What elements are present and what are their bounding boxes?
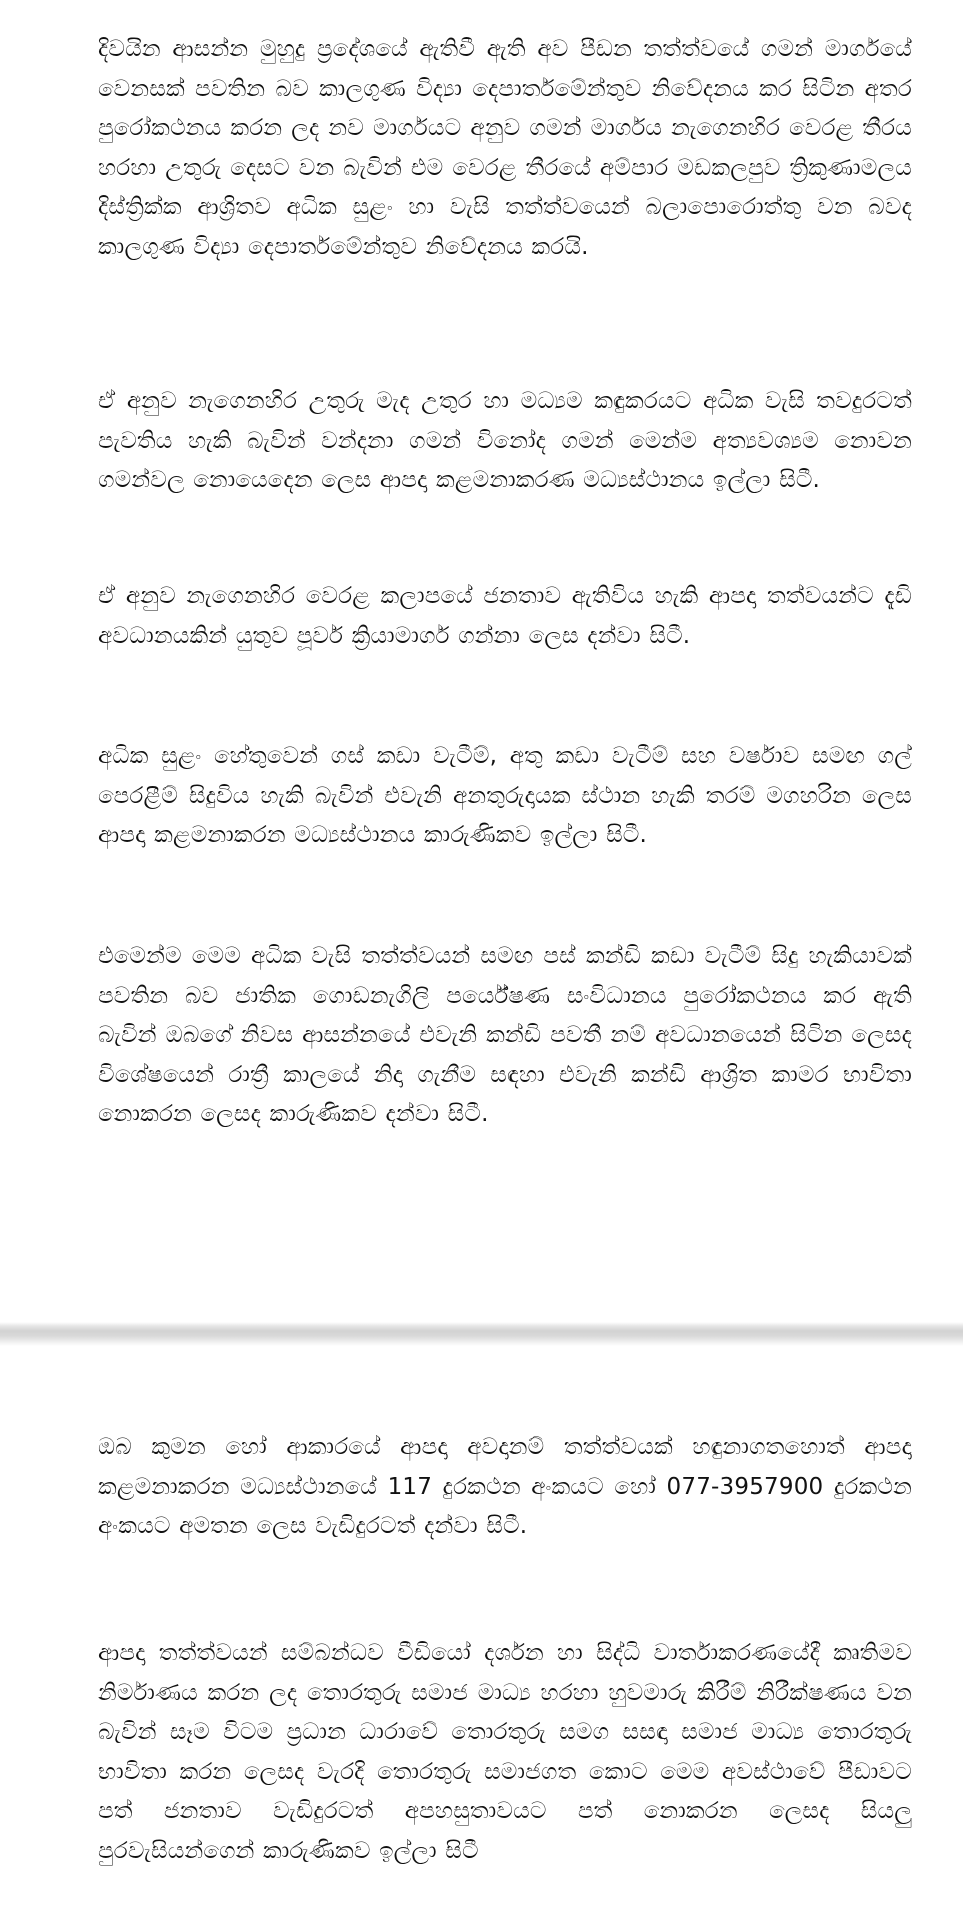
paragraph-wind-hazards: අධික සුළං හේතුවෙන් ගස් කඩා වැටීම්, අතු කඩා වැටීම් සහ වර්ෂාව සමඟ ගල් පෙරළීම් සිදුවිය හැකි බැවින් එවැනි අනතුරුදායක ස්ථාන හැකි තරම් මගහරින ලෙස ආපදා කළමනාකරන මධ්‍යස්ථානය කාරුණිකව ඉල්ලා සිටී. xyxy=(98,743,912,848)
page-separator xyxy=(0,1322,963,1346)
paragraph-travel-advisory: ඒ අනුව නැගෙනහිර උතුරු මැද උතුර හා මධ්‍යම කඳුකරයට අධික වැසි තවදුරටත් පැවතිය හැකි බැවින් වන්දනා ගමන් විනෝද ගමන් මෙන්ම අත්‍යවශ්‍යම නොවන ගමන්වල නොයෙදෙන ලෙස ආපදා කළමනාකරණ මධ්‍යස්ථානය ඉල්ලා සිටී. xyxy=(98,388,912,493)
paragraph-weather-system-path: දිවයින ආසන්න මුහුදු ප්‍රදේශයේ ඇතිවී ඇති අව පීඩන තත්ත්වයේ ගමන් මාර්ගයේ වෙනසක් පවතින බව කාලගුණ විද්‍යා දෙපාර්තමේන්තුව නිවේදනය කර සිටින අතර පුරෝකථනය කරන ලද නව මාර්ගයට අනුව ගමන් මාර්ගය නැගෙනහිර වෙරළ තීරය හරහා උතුරු දෙසට වන බැවින් එම වෙරළ තීරයේ අම්පාර මඩකලපුව ත්‍රිකුණාමලය දිස්ත්‍රික්ක ආශ්‍රිතව අධික සුළං හා වැසි තත්ත්වයෙන් බලාපොරොත්තු වන බවද කාලගුණ විද්‍යා දෙපාර්තමේන්තුව නිවේදනය කරයි. xyxy=(98,36,912,260)
paragraph-misinformation-warning: ආපදා තත්ත්වයන් සම්බන්ධව වීඩියෝ දර්ශන හා සිද්ධි වාර්තාකරණයේදී කෘතිමව නිර්මාණය කරන ලද තොරතුරු සමාජ මාධ්‍ය හරහා හුවමාරු කිරීම් නිරීක්ෂණය වන බැවින් සෑම විටම ප්‍රධාන ධාරාවේ තොරතුරු සමග සසඳා සමාජ මාධ්‍ය තොරතුරු භාවිතා කරන ලෙසද වැරදි තොරතුරු සමාජගත කොට මෙම අවස්ථාවේ පීඩාවට පත් ජනතාව වැඩිදුරටත් අපහසුතාවයට පත් නොකරන ලෙසද සියලු පුරවැසියන්ගෙන් කාරුණිකව ඉල්ලා සිටී xyxy=(98,1640,912,1864)
paragraph-earth-slope-warning: එමෙන්ම මෙම අධික වැසි තත්ත්වයන් සමඟ පස් කන්ඩි කඩා වැටීම් සිදු හැකියාවක් පවතින බව ජාතික ගොඩනැගිලි පර්යේෂණ සංවිධානය පුරෝකථනය කර ඇති බැවින් ඔබගේ නිවස ආසන්නයේ එවැනි කන්ඩි පවතී නම් අවධානයෙන් සිටින ලෙසද විශේෂයෙන් රාත්‍රී කාලයේ නිදා ගැනීම සඳහා එවැනි කන්ඩි ආශ්‍රිත කාමර භාවිතා නොකරන ලෙසද කාරුණිකව දන්වා සිටී. xyxy=(98,943,912,1127)
document-page-2 xyxy=(0,1346,963,1927)
paragraph-hotline-numbers: ඔබ කුමන හෝ ආකාරයේ ආපදා අවදානම් තත්ත්වයක් හඳුනාගතහොත් ආපදා කළමනාකරන මධ්‍යස්ථානයේ 117 දුරකථන අංකයට හෝ 077-3957900 දුරකථන අංකයට අමතන ලෙස වැඩිදුරටත් දන්වා සිටී. xyxy=(98,1434,912,1539)
paragraph-east-coast-precautions: ඒ අනුව නැගෙනහිර වෙරළ කලාපයේ ජනතාව ඇතිවිය හැකි ආපදා තත්වයන්ට දැඩි අවධානයකින් යුතුව පූර්ව ක්‍රියාමාර්ග ගන්නා ලෙස දන්වා සිටී. xyxy=(98,583,912,649)
